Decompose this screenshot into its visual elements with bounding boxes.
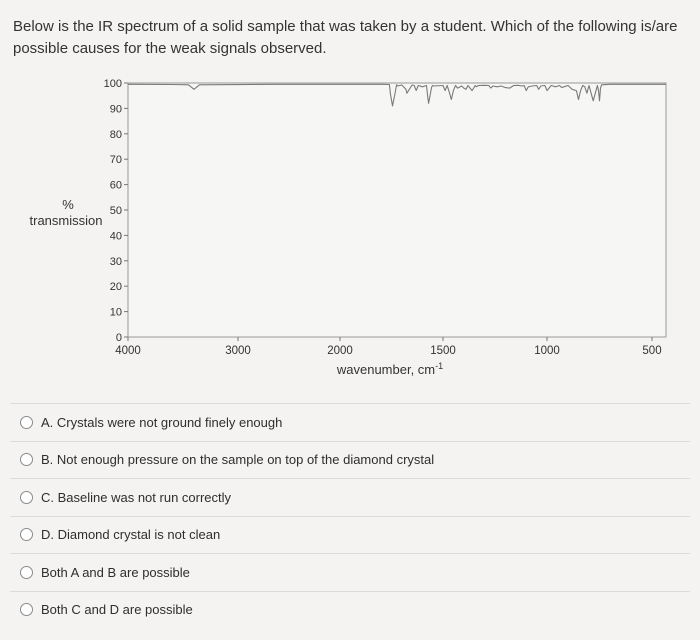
x-axis-label-text: wavenumber, cm [336,362,436,377]
y-tick-label: 90 [109,103,122,116]
option-both-a-b-label: Both A and B are possible [41,564,190,580]
radio-option-b[interactable] [20,453,33,466]
x-tick-label: 500 [642,345,662,357]
radio-option-c[interactable] [20,491,33,504]
option-b-label: B. Not enough pressure on the sample on top of the diamond crystal [41,452,435,468]
option-a-label: A. Crystals were not ground finely enough [41,414,283,430]
option-c[interactable] [10,478,690,516]
x-axis-label-superscript: -1 [435,361,444,371]
y-axis [104,78,128,344]
y-axis-label-transmission: transmission [29,213,103,228]
y-tick-label: 50 [109,205,122,217]
x-tick-label: 3000 [225,345,251,357]
y-tick-label: 70 [109,154,122,167]
option-both-c-d-label: Both C and D are possible [41,602,193,618]
x-tick-label: 1500 [430,345,456,357]
x-axis [115,337,661,357]
x-axis-label [336,361,443,377]
radio-option-d[interactable] [20,528,33,541]
y-tick-label: 60 [109,179,122,192]
y-tick-label: 20 [109,281,122,294]
y-tick-label: 10 [109,306,122,319]
y-tick-label: 30 [109,255,122,268]
y-tick-label: 0 [115,332,122,344]
radio-option-a[interactable] [20,416,33,429]
option-d-label: D. Diamond crystal is not clean [41,527,221,543]
x-tick-label: 2000 [327,345,353,357]
y-tick-label: 100 [103,78,122,90]
option-c-label: C. Baseline was not run correctly [41,489,232,505]
x-tick-label: 4000 [115,345,141,357]
y-tick-label: 40 [109,230,122,243]
option-b[interactable] [10,441,690,479]
radio-option-both-c-d[interactable] [20,603,33,616]
y-tick-label: 80 [109,128,122,141]
option-d[interactable] [10,516,690,554]
x-tick-label: 1000 [534,345,560,357]
y-axis-label-percent: % [62,197,74,212]
question-text: Below is the IR spectrum of a solid sample that was taken by a student. Which of the following is/are possible causes for the weak signals observed. [13,18,678,57]
radio-option-both-a-b[interactable] [20,566,33,579]
plot-area [128,83,666,337]
answer-options [0,403,700,628]
option-both-a-b[interactable] [10,553,690,591]
option-a[interactable] [10,403,690,441]
option-both-c-d[interactable] [10,591,690,629]
